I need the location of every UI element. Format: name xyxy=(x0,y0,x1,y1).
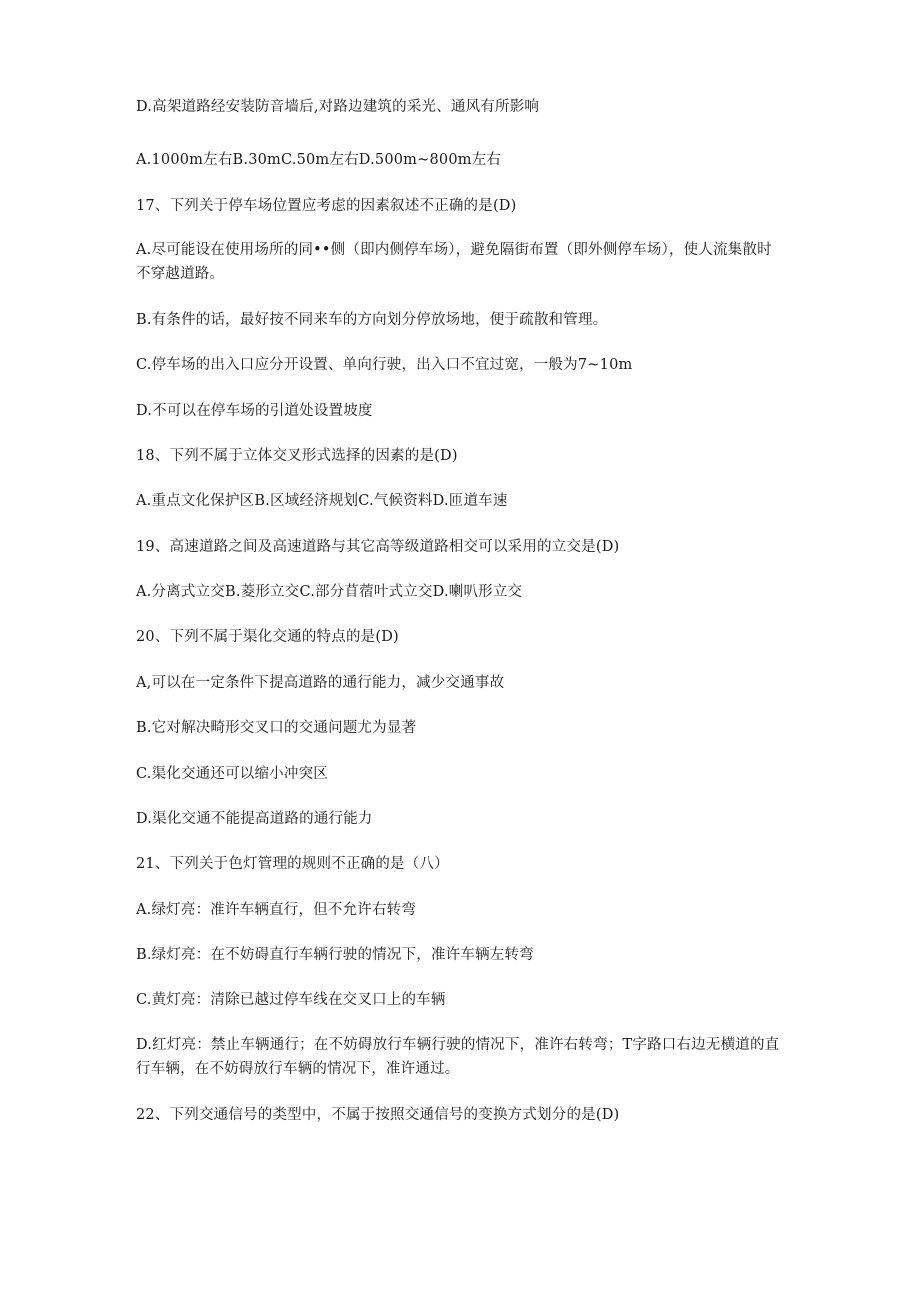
question-22: 22、下列交通信号的类型中，不属于按照交通信号的变换方式划分的是(D) xyxy=(136,1107,620,1123)
question-21: 21、下列关于色灯管理的规则不正确的是（八） xyxy=(136,856,449,872)
options-q18: A.重点文化保护区B.区域经济规划C.气候资料D.匝道车速 xyxy=(136,493,508,509)
option-b-q21: B.绿灯亮：在不妨碍直行车辆行驶的情况下，准许车辆左转弯 xyxy=(136,947,534,963)
option-a-q21: A.绿灯亮：准许车辆直行，但不允许右转弯 xyxy=(136,902,417,918)
option-d-q17: D.不可以在停车场的引道处设置坡度 xyxy=(136,403,373,419)
option-b-q17: B.有条件的话，最好按不同来车的方向划分停放场地，便于疏散和管理。 xyxy=(136,312,608,328)
question-17: 17、下列关于停车场位置应考虑的因素叙述不正确的是(D) xyxy=(136,198,517,214)
question-19: 19、高速道路之间及高速道路与其它高等级道路相交可以采用的立交是(D) xyxy=(136,539,620,555)
option-c-q17: C.停车场的出入口应分开设置、单向行驶，出入口不宜过宽，一般为7~10m xyxy=(136,357,633,373)
option-a-q17: A.尽可能设在使用场所的同••侧（即内侧停车场），避免隔街布置（即外侧停车场），使人流集散时不穿越道路。 xyxy=(136,242,772,282)
option-c-q20: C.渠化交通还可以缩小冲突区 xyxy=(136,766,328,782)
option-b-q20: B.它对解决畸形交叉口的交通问题尤为显著 xyxy=(136,720,417,736)
option-d-q20: D.渠化交通不能提高道路的通行能力 xyxy=(136,811,373,827)
option-d-q21: D.红灯亮：禁止车辆通行；在不妨碍放行车辆行驶的情况下，准许右转弯；T字路口右边无横道的直行车辆，在不妨碍放行车辆的情况下，准许通过。 xyxy=(136,1037,780,1077)
option-d-q15: D.高架道路经安装防音墙后,对路边建筑的采光、通风有所影响 xyxy=(136,99,540,115)
options-q16: A.1000m左右B.30mC.50m左右D.500m~800m左右 xyxy=(136,152,502,168)
options-q19: A.分离式立交B.菱形立交C.部分苜蓿叶式立交D.喇叭形立交 xyxy=(136,584,523,600)
option-c-q21: C.黄灯亮：清除已越过停车线在交叉口上的车辆 xyxy=(136,992,446,1008)
option-a-q20: A,可以在一定条件下提高道路的通行能力，减少交通事故 xyxy=(136,675,505,691)
question-20: 20、下列不属于渠化交通的特点的是(D) xyxy=(136,629,399,645)
question-18: 18、下列不属于立体交叉形式选择的因素的是(D) xyxy=(136,448,458,464)
